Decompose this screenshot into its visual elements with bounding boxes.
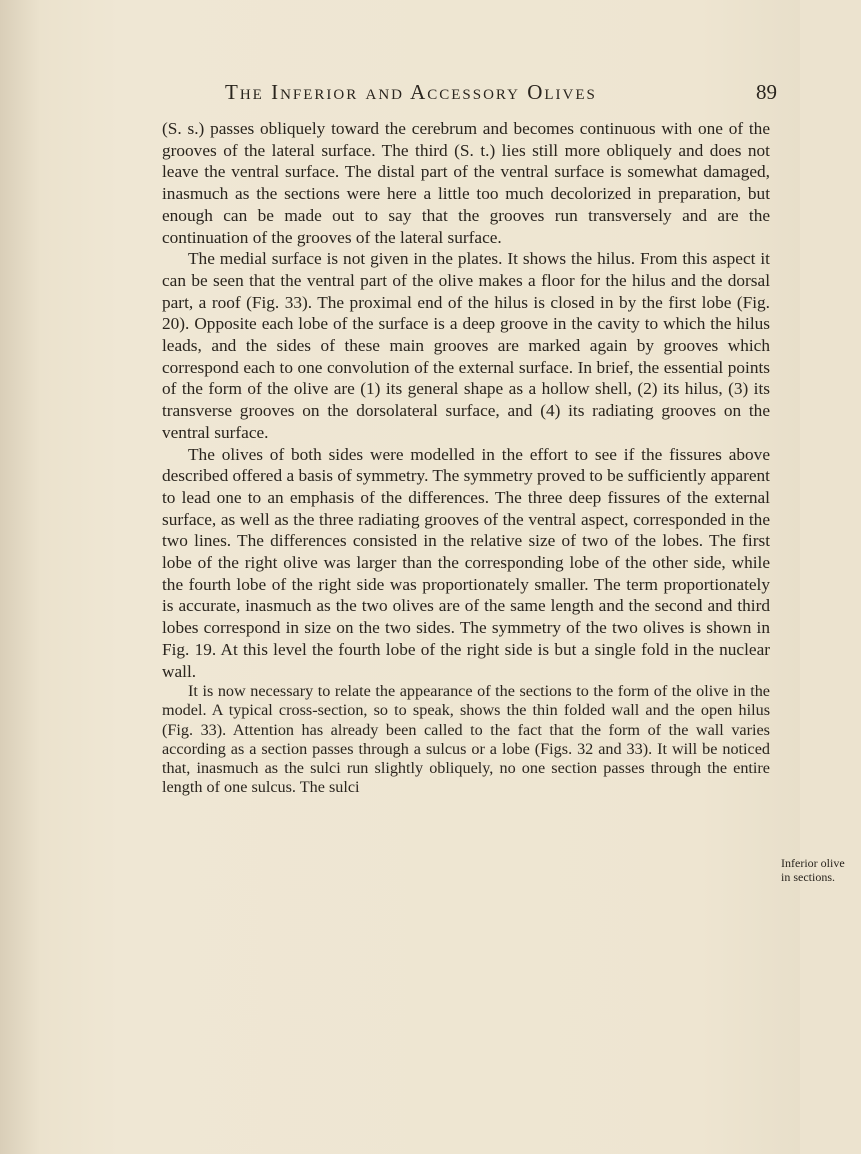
page-number: 89 <box>756 80 777 104</box>
paragraph-2: The medial surface is not given in the plates. It shows the hilus. From this aspect it can be seen that the ventral part of the olive makes a floor for the hilus and the dorsal part, a roof (Fig. 33). The proximal end of the hilus is closed in by the first lobe (Fig. 20). Opposite each lobe of the surface is a deep groove in the cavity to which the hilus leads, and the sides of these main grooves are marked again by grooves which correspond each to one convolution of the external surface. In brief, the essential points of the form of the olive are (1) its general shape as a hollow shell, (2) its hilus, (3) its transverse grooves on the dorsolateral surface, and (4) its radiating grooves on the ventral surface. <box>162 249 770 442</box>
paragraph-1: (S. s.) passes obliquely toward the cerebrum and becomes continuous with one of the grooves of the lateral surface. The third (S. t.) lies still more obliquely and does not leave the ventral surface. The distal part of the ventral surface is somewhat damaged, inasmuch as the sections were here a little too much decolorized in preparation, but enough can be made out to say that the grooves run transversely and are the continuation of the grooves of the lateral surface. <box>162 119 770 247</box>
margin-note <box>781 856 861 884</box>
running-title: The Inferior and Accessory Olives <box>225 80 597 104</box>
margin-note-line-2: in sections. <box>781 870 835 884</box>
body-text <box>162 118 770 798</box>
paragraph-4: It is now necessary to relate the appearance of the sections to the form of the olive in the model. A typical cross-section, so to speak, shows the thin folded wall and the open hilus (Fig. 33). Attention has already been called to the fact that the form of the wall varies according as a section passes through a sulcus or a lobe (Figs. 32 and 33). It will be noticed that, inasmuch as the sulci run slightly obliquely, no one section passes through the entire length of one sulcus. The sulci <box>162 682 770 797</box>
margin-note-line-1: Inferior olive <box>781 856 845 870</box>
paragraph-3: The olives of both sides were modelled in the effort to see if the fissures above described offered a basis of symmetry. The symmetry proved to be sufficiently apparent to lead one to an emphasis of the differences. The three deep fissures of the external surface, as well as the three radiating grooves of the ventral aspect, corresponded in the two lines. The differences consisted in the relative size of two of the lobes. The first lobe of the right olive was larger than the corresponding lobe of the other side, while the fourth lobe of the right side was proportionately smaller. The term proportionately is accurate, inasmuch as the two olives are of the same length and the second and third lobes correspond in size on the two sides. The symmetry of the two olives is shown in Fig. 19. At this level the fourth lobe of the right side is but a single fold in the nuclear wall. <box>162 444 770 681</box>
running-head <box>225 80 777 110</box>
